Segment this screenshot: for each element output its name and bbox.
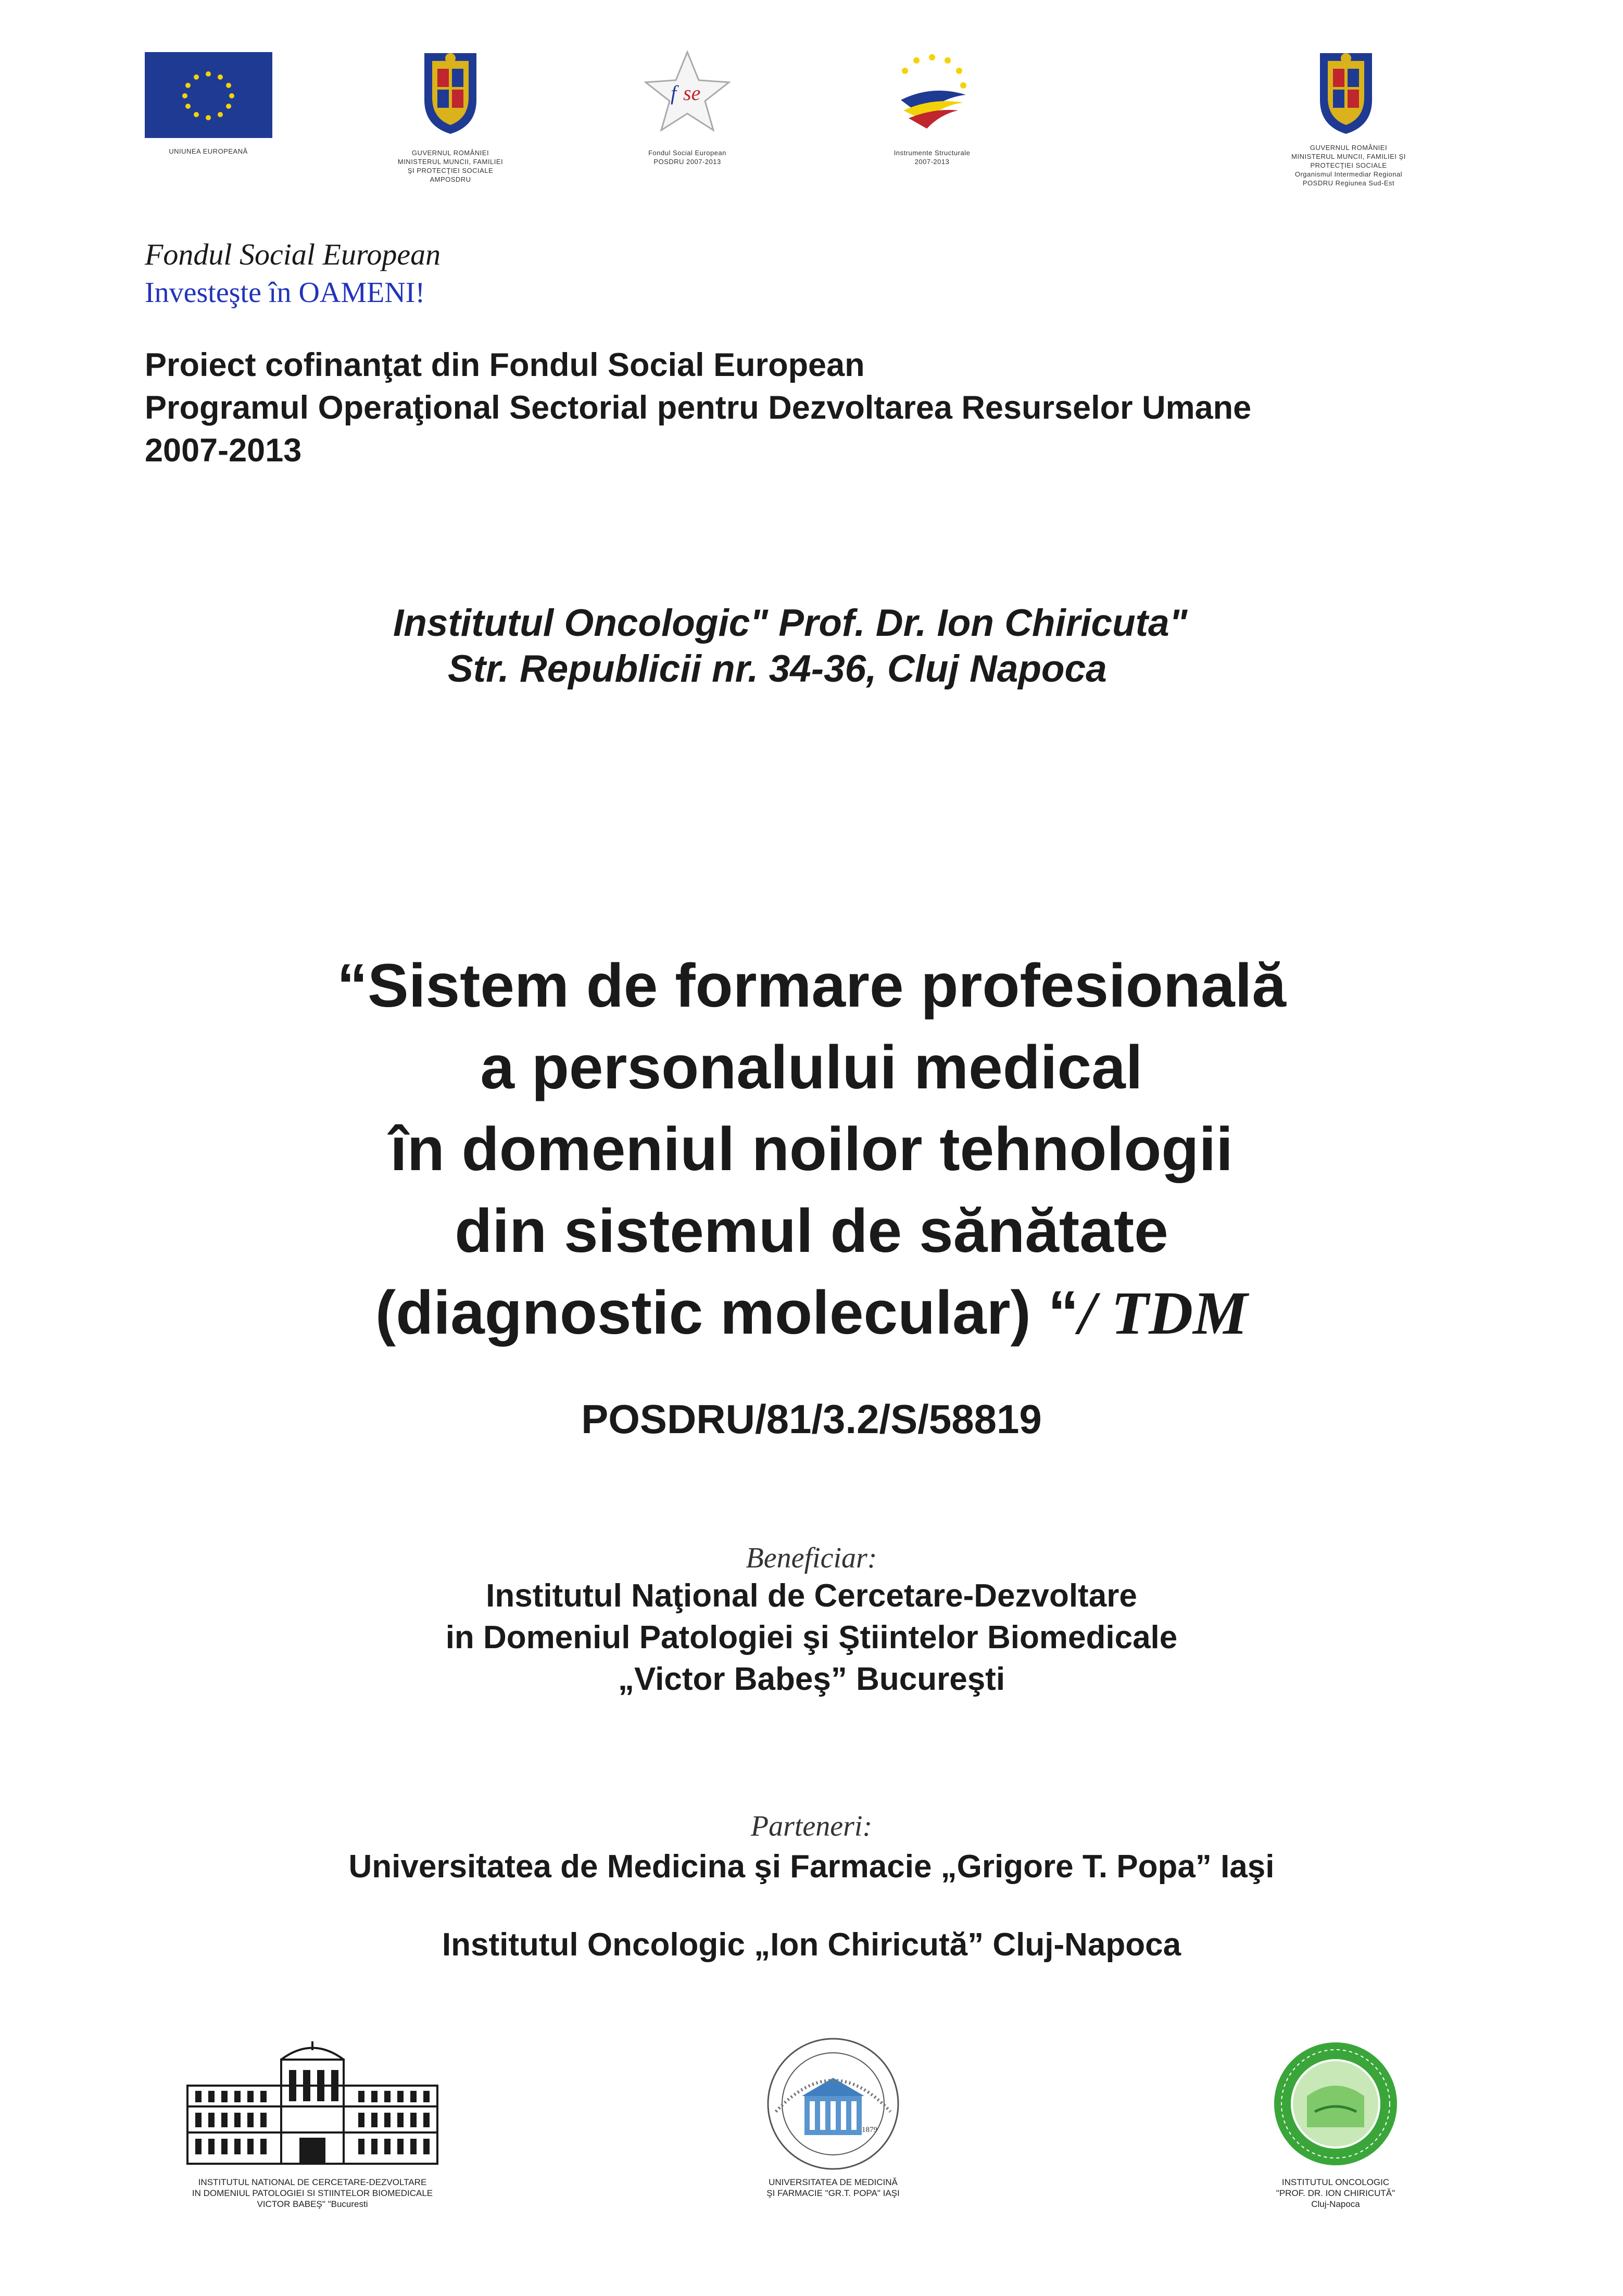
regional-logo-caption: GUVERNUL ROMÂNIEI MINISTERUL MUNCII, FAMILIEI ŞI PROTECŢIEI SOCIALE Organismul Intermediar Regional POSDRU Regiunea Sud-Est [1291, 144, 1406, 187]
project-title [0, 945, 1623, 1354]
project-title-last: (diagnostic molecular) “ [375, 1278, 1079, 1347]
umf-seal-year: 1879 [862, 2126, 877, 2134]
eu-logo-caption: UNIUNEA EUROPEANĂ [169, 147, 248, 155]
beneficiary-label: Beneficiar: [746, 1542, 877, 1574]
building-icon [182, 2039, 443, 2169]
fse-star-logo [640, 48, 734, 136]
oncology-institute-cluj-seal-logo [1270, 2039, 1401, 2169]
partner-umf-iasi: Universitatea de Medicina şi Farmacie „Grigore T. Popa” Iaşi [348, 1849, 1275, 1885]
institute-name: Institutul Oncologic" Prof. Dr. Ion Chiricuta" [393, 602, 1188, 644]
coat-of-arms-icon [417, 48, 484, 136]
umf-iasi-seal-logo [760, 2034, 906, 2174]
structural-instruments-icon [880, 48, 984, 136]
project-cofinance-line: Proiect cofinanţat din Fondul Social European [145, 347, 865, 383]
period-line: 2007-2013 [145, 432, 302, 469]
program-line: Programul Operaţional Sectorial pentru Dezvoltarea Resurselor Umane [145, 390, 1252, 426]
project-title-line-1: “Sistem de formare profesională [336, 951, 1286, 1020]
partner-oncology-cluj: Institutul Oncologic „Ion Chiricută” Cluj-Napoca [442, 1927, 1181, 1963]
structural-instruments-logo [880, 48, 984, 136]
fse-title: Fondul Social European [145, 237, 441, 271]
beneficiary-line-2: in Domeniul Patologiei şi Ştiintelor Biomedicale [445, 1620, 1178, 1655]
victor-babes-caption: INSTITUTUL NATIONAL DE CERCETARE-DEZVOLTARE IN DOMENIUL PATOLOGIEI SI STIINTELOR BIOMEDICALE VICTOR BABEŞ" "Bucuresti [192, 2177, 433, 2209]
partners-label: Parteneri: [750, 1810, 873, 1842]
svg-text:f: f [671, 81, 677, 105]
project-title-line-5 [0, 1272, 1623, 1354]
eu-flag-icon [145, 52, 272, 138]
umf-iasi-caption: UNIVERSITATEA DE MEDICINĂ ŞI FARMACIE "GR.T. POPA" IAŞI [766, 2177, 900, 2198]
beneficiary-line-1: Institutul Naţional de Cercetare-Dezvoltare [486, 1578, 1137, 1614]
structural-instruments-caption: Instrumente Structurale 2007-2013 [894, 149, 971, 166]
project-code: POSDRU/81/3.2/S/58819 [581, 1396, 1042, 1442]
project-acronym: / TDM [1078, 1279, 1248, 1347]
fse-star-icon [640, 48, 734, 136]
svg-text:se: se [683, 81, 701, 105]
project-title-line-3: în domeniul noilor tehnologii [389, 1115, 1234, 1184]
project-title-line-2: a personalului medical [480, 1033, 1143, 1102]
beneficiary-line-3: „Victor Babeş” Bucureşti [618, 1661, 1005, 1697]
institute-address: Str. Republicii nr. 34-36, Cluj Napoca [448, 648, 1107, 690]
university-seal-icon [760, 2034, 906, 2174]
project-title-line-4: din sistemul de sănătate [455, 1197, 1168, 1265]
regional-coat-of-arms-logo [1312, 48, 1380, 136]
eu-flag-logo [145, 52, 272, 138]
fse-logo-caption: Fondul Social European POSDRU 2007-2013 [648, 149, 726, 166]
government-coat-of-arms-logo [417, 48, 484, 136]
victor-babes-institute-building-logo [182, 2039, 443, 2169]
beneficiary-block [0, 1575, 1623, 1700]
oncology-seal-icon [1270, 2039, 1401, 2169]
project-info-block [145, 344, 1251, 472]
oncology-cluj-caption: INSTITUTUL ONCOLOGIC "PROF. DR. ION CHIRICUTĂ" Cluj-Napoca [1276, 2177, 1395, 2209]
government-logo-caption: GUVERNUL ROMÂNIEI MINISTERUL MUNCII, FAMILIEI ŞI PROTECŢIEI SOCIALE AMPOSDRU [397, 149, 504, 183]
coat-of-arms-icon [1312, 48, 1380, 136]
fse-slogan: Investeşte în OAMENI! [145, 277, 425, 309]
